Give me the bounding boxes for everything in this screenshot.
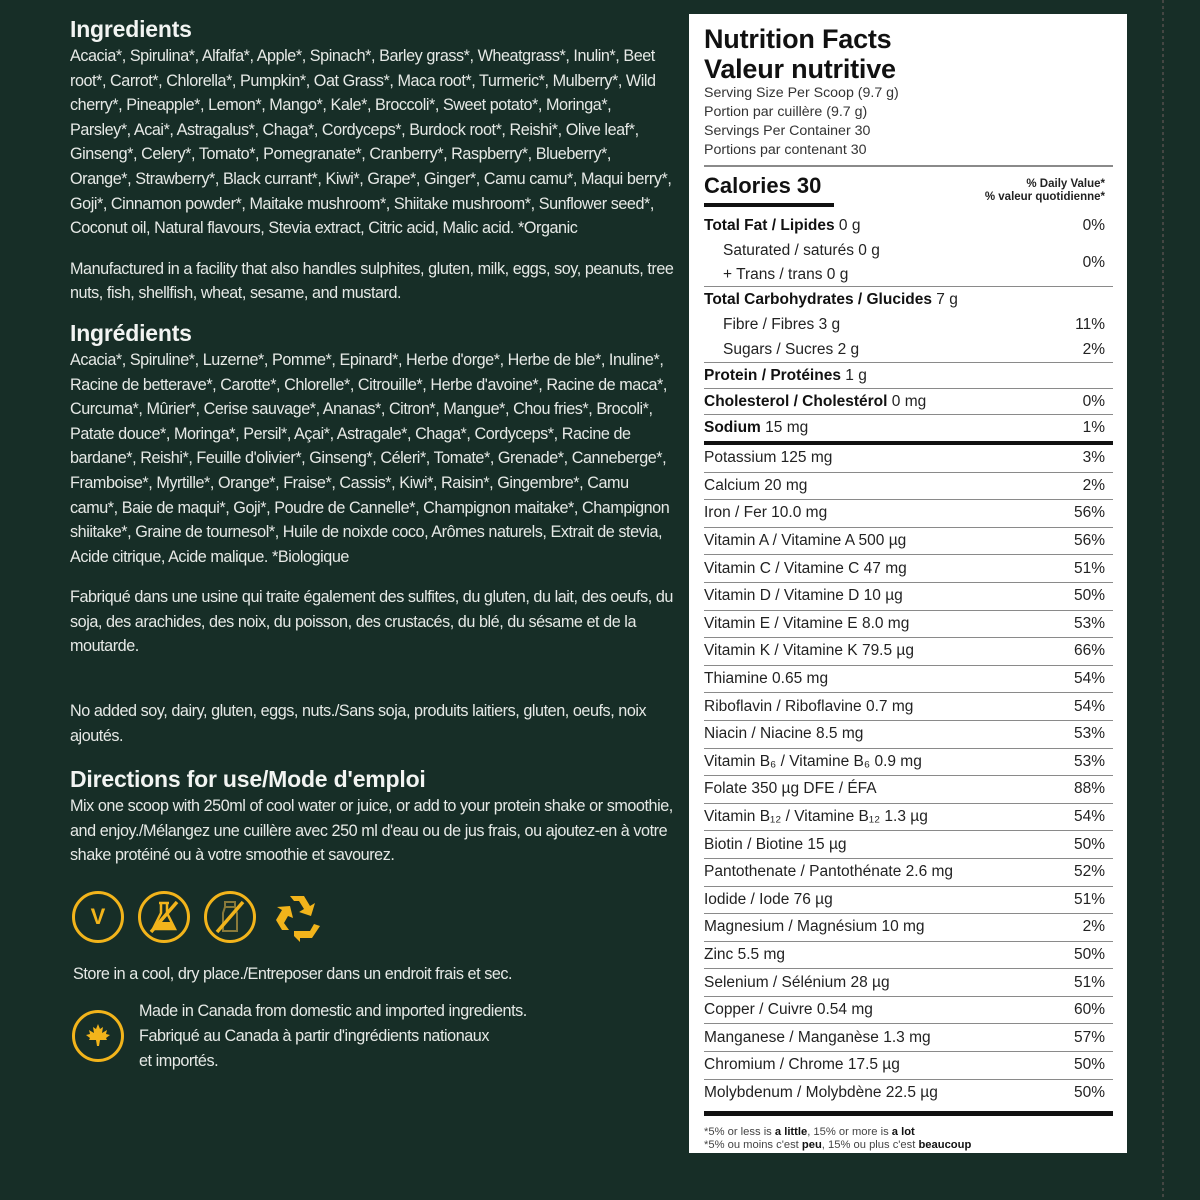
micronutrient-row: Niacin / Niacine 8.5 mg 53% (704, 721, 1113, 749)
micronutrient-row: Calcium 20 mg 2% (704, 473, 1113, 501)
nutrient-row-protein: Protein / Protéines 1 g (704, 363, 1113, 389)
no-chemicals-flask-icon (138, 891, 190, 943)
micronutrient-row: Vitamin B₆ / Vitamine B₆ 0.9 mg 53% (704, 749, 1113, 777)
vegan-v-icon: V (72, 891, 124, 943)
micronutrient-row: Copper / Cuivre 0.54 mg 60% (704, 997, 1113, 1025)
micronutrient-row: Pantothenate / Pantothénate 2.6 mg 52% (704, 859, 1113, 887)
maple-leaf-icon (72, 1010, 124, 1062)
ingredients-heading-fr: Ingrédients (70, 319, 192, 346)
nutrient-row-sodium: Sodium 15 mg 1% (704, 419, 1105, 436)
recycle-7-icon: 7 (270, 890, 324, 944)
serving-size-en: Serving Size Per Scoop (9.7 g) (704, 85, 899, 101)
servings-per-container-fr: Portions par contenant 30 (704, 142, 867, 158)
packaging-seam (1162, 0, 1164, 1200)
micronutrient-row: Manganese / Manganèse 1.3 mg 57% (704, 1024, 1113, 1052)
serving-size-fr: Portion par cuillère (9.7 g) (704, 104, 868, 120)
micronutrient-row: Folate 350 µg DFE / ÉFA 88% (704, 776, 1113, 804)
micronutrient-row: Riboflavin / Riboflavine 0.7 mg 54% (704, 693, 1113, 721)
origin-line-3: et importés. (139, 1051, 219, 1070)
ingredients-list-en: Acacia*, Spirulina*, Alfalfa*, Apple*, Spinach*, Barley grass*, Wheatgrass*, Inulin*, Beet root*, Carrot*, Chlorella*, Pumpkin*, Oat Grass*, Maca root*, Turmeric*, Mulberry*, Wild cherry*, Pineapple*, Lemon*, Mango*, Kale*, Broccoli*, Sweet potato*, Moringa*, Parsley*, Acai*, Astragalus*, Chaga*, Cordyceps*, Burdock root*, Reishi*, Olive leaf*, Ginseng*, Celery*, Tomato*, Pomegranate*, Cranberry*, Raspberry*, Blueberry*, Orange*, Strawberry*, Black currant*, Kiwi*, Grape*, Ginger*, Camu camu*, Maqui berry*, Goji*, Cinnamon powder*, Maitake mushroom*, Shiitake mushroom*, Sunflower seed*, Coconut oil, Natural flavours, Stevia extract, Citric acid, Malic acid. *Organic (70, 47, 672, 238)
origin-line-1: Made in Canada from domestic and imported ingredients. (139, 1001, 527, 1020)
micronutrient-row: Thiamine 0.65 mg 54% (704, 666, 1113, 694)
micronutrient-row: Vitamin C / Vitamine C 47 mg 51% (704, 555, 1113, 583)
origin-line-2: Fabriqué au Canada à partir d'ingrédients nationaux (139, 1026, 490, 1045)
directions-text: Mix one scoop with 250ml of cool water or juice, or add to your protein shake or smoothie, and enjoy./Mélangez une cuillère avec 250 ml d'eau ou de jus frais, ou ajoutez-en à votre shake protéiné ou à votre smoothie et savourez. (70, 797, 673, 865)
nutrient-row-fat: Total Fat / Lipides 0 g 0% (704, 217, 1105, 234)
micronutrient-row: Selenium / Sélénium 28 µg 51% (704, 969, 1113, 997)
nutrition-title-en: Nutrition Facts (704, 24, 892, 54)
no-dairy-bottle-icon (204, 891, 256, 943)
nutrient-row-carbs: Total Carbohydrates / Glucides 7 g (704, 290, 958, 308)
ingredients-heading-en: Ingredients (70, 16, 192, 42)
micronutrient-row: Potassium 125 mg 3% (704, 445, 1113, 473)
micronutrient-row: Vitamin D / Vitamine D 10 µg 50% (704, 583, 1113, 611)
directions-heading: Directions for use/Mode d'emploi (70, 766, 426, 793)
nutrient-row-cholesterol: Cholesterol / Cholestérol 0 mg 0% (704, 389, 1113, 415)
micronutrient-row: Vitamin E / Vitamine E 8.0 mg 53% (704, 611, 1113, 639)
origin-statement (70, 999, 675, 1074)
micronutrient-row: Iron / Fer 10.0 mg 56% (704, 500, 1113, 528)
nutrient-row-sugars: Sugars / Sucres 2 g 2% (704, 337, 1113, 363)
ingredients-list-fr: Acacia*, Spiruline*, Luzerne*, Pomme*, Epinard*, Herbe d'orge*, Herbe de ble*, Inuline*, Racine de betterave*, Carotte*, Chlorelle*, Citrouille*, Herbe d'avoine*, Racine de maca*, Curcuma*, Mûrier*, Cerise sauvage*, Ananas*, Citron*, Mangue*, Chou fries*, Brocoli*, Patate douce*, Moringa*, Persil*, Açai*, Astragale*, Chaga*, Cordyceps*, Racine de bardane*, Reishi*, Feuille d'olivier*, Ginseng*, Céleri*, Tomate*, Grenade*, Canneberge*, Framboise*, Myrtille*, Orange*, Fraise*, Cassis*, Kiwi*, Raisin*, Gingembre*, Camu camu*, Baie de maqui*, Goji*, Poudre de Cannelle*, Champignon maitake*, Champignon shiitake*, Graine de tournesol*, Huile de noixde coco, Arômes naturels, Extrait de stevia, Acide citrique, Acide malique. *Biologique (70, 350, 670, 566)
nutrient-row-saturated-trans: Saturated / saturés 0 g + Trans / trans 0 g 0% (704, 239, 1113, 287)
micronutrient-row: Molybdenum / Molybdène 22.5 µg 50% (704, 1084, 1105, 1102)
badge-row (72, 890, 675, 944)
micronutrient-list (704, 445, 1113, 1107)
nutrition-facts-table (689, 14, 1127, 1153)
free-from-statement: No added soy, dairy, gluten, eggs, nuts./Sans soja, produits laitiers, gluten, oeufs, noix ajoutés. (70, 702, 647, 745)
ingredients-panel (70, 14, 675, 1074)
micronutrient-row: Magnesium / Magnésium 10 mg 2% (704, 914, 1113, 942)
micronutrient-row: Iodide / Iode 76 µg 51% (704, 887, 1113, 915)
micronutrient-row: Zinc 5.5 mg 50% (704, 942, 1113, 970)
daily-value-footnote: *5% or less is a little, 15% or more is a lot *5% ou moins c'est peu, 15% ou plus c'est beaucoup (704, 1126, 972, 1152)
allergen-statement-fr: Fabriqué dans une usine qui traite également des sulfites, du gluten, du lait, des oeufs, du soja, des arachides, des noix, du poisson, des crustacés, du blé, du sésame et de la moutarde. (70, 588, 673, 656)
micronutrient-row: Biotin / Biotine 15 µg 50% (704, 831, 1113, 859)
servings-per-container-en: Servings Per Container 30 (704, 123, 871, 139)
storage-instructions: Store in a cool, dry place./Entreposer dans un endroit frais et sec. (73, 965, 513, 984)
calories-value: Calories 30 (704, 173, 822, 198)
allergen-statement-en: Manufactured in a facility that also handles sulphites, gluten, milk, eggs, soy, peanuts, tree nuts, fish, shellfish, wheat, sesame, and mustard. (70, 259, 674, 303)
micronutrient-row: Vitamin B₁₂ / Vitamine B₁₂ 1.3 µg 54% (704, 804, 1113, 832)
nutrition-title-fr: Valeur nutritive (704, 54, 896, 84)
daily-value-header: % Daily Value* % valeur quotidienne* (984, 178, 1105, 203)
micronutrient-row: Chromium / Chrome 17.5 µg 50% (704, 1052, 1113, 1080)
calories-row (704, 167, 1113, 207)
nutrient-row-fibre: Fibre / Fibres 3 g 11% (723, 315, 1105, 333)
micronutrient-row: Vitamin K / Vitamine K 79.5 µg 66% (704, 638, 1113, 666)
micronutrient-row: Vitamin A / Vitamine A 500 µg 56% (704, 528, 1113, 556)
